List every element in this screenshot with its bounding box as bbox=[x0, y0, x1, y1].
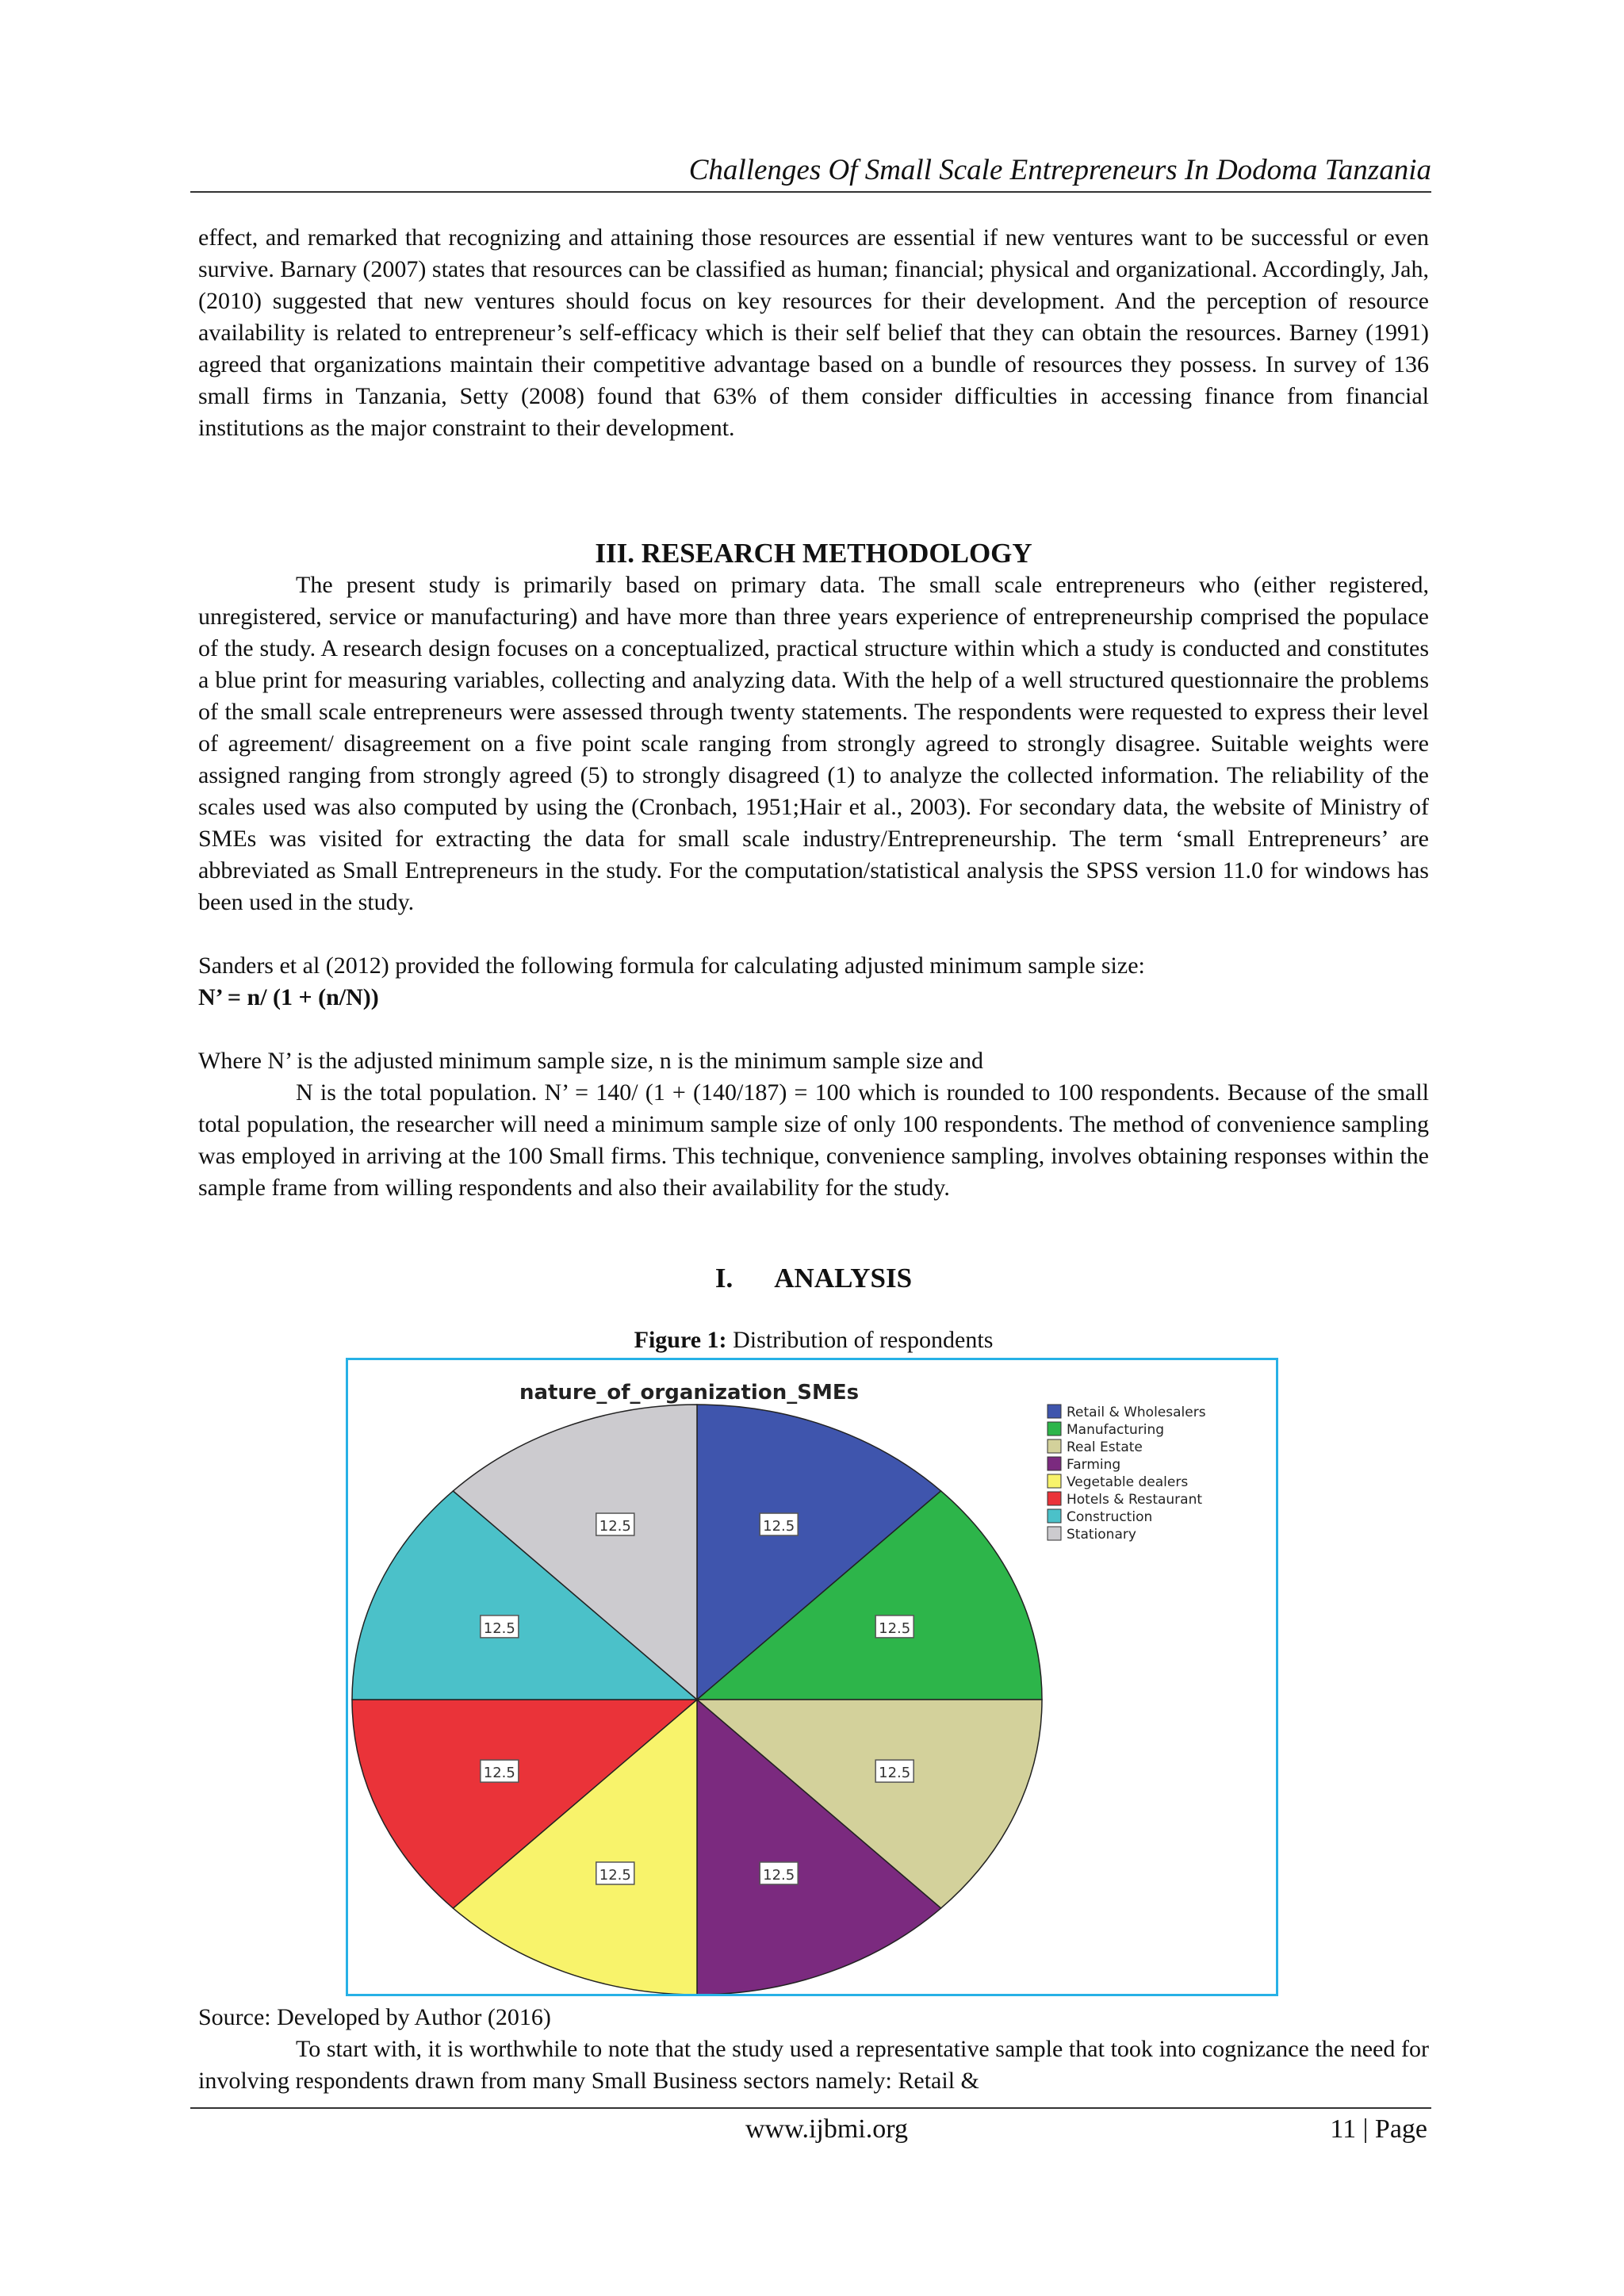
pie-data-label bbox=[481, 1616, 519, 1638]
pie-chart bbox=[348, 1360, 1276, 1994]
pie-data-label bbox=[875, 1616, 914, 1638]
section-heading-methodology: III. RESEARCH METHODOLOGY bbox=[595, 538, 1032, 569]
pie-data-label bbox=[596, 1862, 634, 1884]
where-line: Where N’ is the adjusted minimum sample size, n is the minimum sample size and bbox=[198, 1048, 984, 1074]
legend-label-manufacturing: Manufacturing bbox=[1067, 1422, 1165, 1438]
legend-swatch-vegetable-dealers bbox=[1048, 1474, 1061, 1488]
footer-divider bbox=[190, 2107, 1431, 2109]
figure-caption bbox=[198, 1324, 1429, 1356]
section-heading-analysis bbox=[198, 1261, 1429, 1296]
closing-paragraph: To start with, it is worthwhile to note that the study used a representative sample that took into cognizance the need for involving respondents drawn from many Small Business sectors namely: Retail & bbox=[198, 2036, 1429, 2094]
data-label-text: 12.5 bbox=[599, 1866, 631, 1884]
legend-label-stationary: Stationary bbox=[1067, 1527, 1136, 1543]
data-label-text: 12.5 bbox=[879, 1619, 911, 1637]
formula: N’ = n/ (1 + (n/N)) bbox=[198, 984, 379, 1010]
legend-swatch-construction bbox=[1048, 1509, 1061, 1523]
legend-swatch-retail-wholesalers bbox=[1048, 1405, 1061, 1418]
population-paragraph: N is the total population. N’ = 140/ (1 + (140/187) = 100 which is rounded to 100 respondents. Because of the small total population, the researcher will need a minimum sample size of only 100 respondents. The method of convenience sampling was employed in arriving at the 100 Small firms. This technique, convenience sampling, involves obtaining responses within the sample frame from willing respondents and also their availability for the study. bbox=[198, 1079, 1429, 1201]
pie-data-label bbox=[481, 1760, 519, 1782]
chart-title: nature_of_organization_SMEs bbox=[519, 1381, 860, 1405]
footer-website: www.ijbmi.org bbox=[745, 2114, 908, 2144]
legend-label-farming: Farming bbox=[1067, 1457, 1121, 1473]
figure-caption-text: Distribution of respondents bbox=[726, 1327, 994, 1353]
pie-data-label bbox=[596, 1513, 634, 1535]
formula-intro: Sanders et al (2012) provided the following formula for calculating adjusted minimum sample size: bbox=[198, 953, 1145, 979]
legend-label-construction: Construction bbox=[1067, 1509, 1153, 1525]
legend-swatch-manufacturing bbox=[1048, 1422, 1061, 1435]
methodology-paragraph: The present study is primarily based on primary data. The small scale entrepreneurs who (either registered, unregistered, service or manufacturing) and have more than three years experience of entrepreneurship comprised the populace of the study. A research design focuses on a conceptualized, practical structure within which a study is conducted and constitutes a blue print for measuring variables, collecting and analyzing data. With the help of a well structured questionnaire the problems of the small scale entrepreneurs were assessed through twenty statements. The respondents were requested to express their level of agreement/ disagreement on a five point scale ranging from strongly agreed to strongly disagree. Suitable weights were assigned ranging from strongly agreed (5) to strongly disagreed (1) to analyze the collected information. The reliability of the scales used was also computed by using the (Cronbach, 1951;Hair et al., 2003). For secondary data, the website of Ministry of SMEs was visited for extracting the data for small scale industry/Entrepreneurship. The term ‘small Entrepreneurs’ are abbreviated as Small Entrepreneurs in the study. For the computation/statistical analysis the SPSS version 11.0 for windows has been used in the study. bbox=[198, 572, 1429, 915]
legend-swatch-hotels-restaurant bbox=[1048, 1492, 1061, 1505]
analysis-heading-number: I. bbox=[714, 1263, 733, 1294]
data-label-text: 12.5 bbox=[483, 1765, 515, 1782]
figure-frame bbox=[346, 1358, 1278, 1996]
pie-slices bbox=[352, 1405, 1042, 1994]
pie-data-label bbox=[760, 1513, 798, 1535]
chart-legend bbox=[1048, 1405, 1206, 1543]
analysis-heading-title: ANALYSIS bbox=[774, 1263, 913, 1294]
running-head: Challenges Of Small Scale Entrepreneurs In Dodoma Tanzania bbox=[688, 154, 1431, 186]
legend-swatch-stationary bbox=[1048, 1527, 1061, 1540]
data-label-text: 12.5 bbox=[483, 1619, 515, 1637]
legend-swatch-real-estate bbox=[1048, 1439, 1061, 1453]
header-divider bbox=[190, 191, 1431, 193]
pie-data-label bbox=[760, 1862, 798, 1884]
intro-paragraph: effect, and remarked that recognizing and attaining those resources are essential if new ventures want to be successful or even survive. Barnary (2007) states that resources can be classified as human; financial; physical and organizational. Accordingly, Jah, (2010) suggested that new ventures should focus on key resources for their development. And the perception of resource availability is related to entrepreneur’s self-efficacy which is their self belief that they can obtain the resources. Barney (1991) agreed that organizations maintain their competitive advantage based on a bundle of resources they possess. In survey of 136 small firms in Tanzania, Setty (2008) found that 63% of them consider difficulties in accessing finance from financial institutions as the major constraint to their development. bbox=[198, 224, 1430, 441]
legend-label-real-estate: Real Estate bbox=[1067, 1439, 1143, 1455]
legend-label-vegetable-dealers: Vegetable dealers bbox=[1067, 1474, 1189, 1490]
figure-source: Source: Developed by Author (2016) bbox=[198, 2004, 551, 2030]
data-label-text: 12.5 bbox=[763, 1866, 795, 1884]
data-label-text: 12.5 bbox=[763, 1518, 795, 1535]
data-label-text: 12.5 bbox=[599, 1518, 631, 1535]
footer-page-number: 11 | Page bbox=[1330, 2114, 1427, 2144]
figure-label: Figure 1: bbox=[634, 1327, 727, 1353]
legend-label-hotels-restaurant: Hotels & Restaurant bbox=[1067, 1492, 1203, 1508]
legend-swatch-farming bbox=[1048, 1457, 1061, 1470]
pie-data-label bbox=[875, 1760, 914, 1782]
legend-label-retail-wholesalers: Retail & Wholesalers bbox=[1067, 1405, 1206, 1420]
data-label-text: 12.5 bbox=[879, 1765, 911, 1782]
